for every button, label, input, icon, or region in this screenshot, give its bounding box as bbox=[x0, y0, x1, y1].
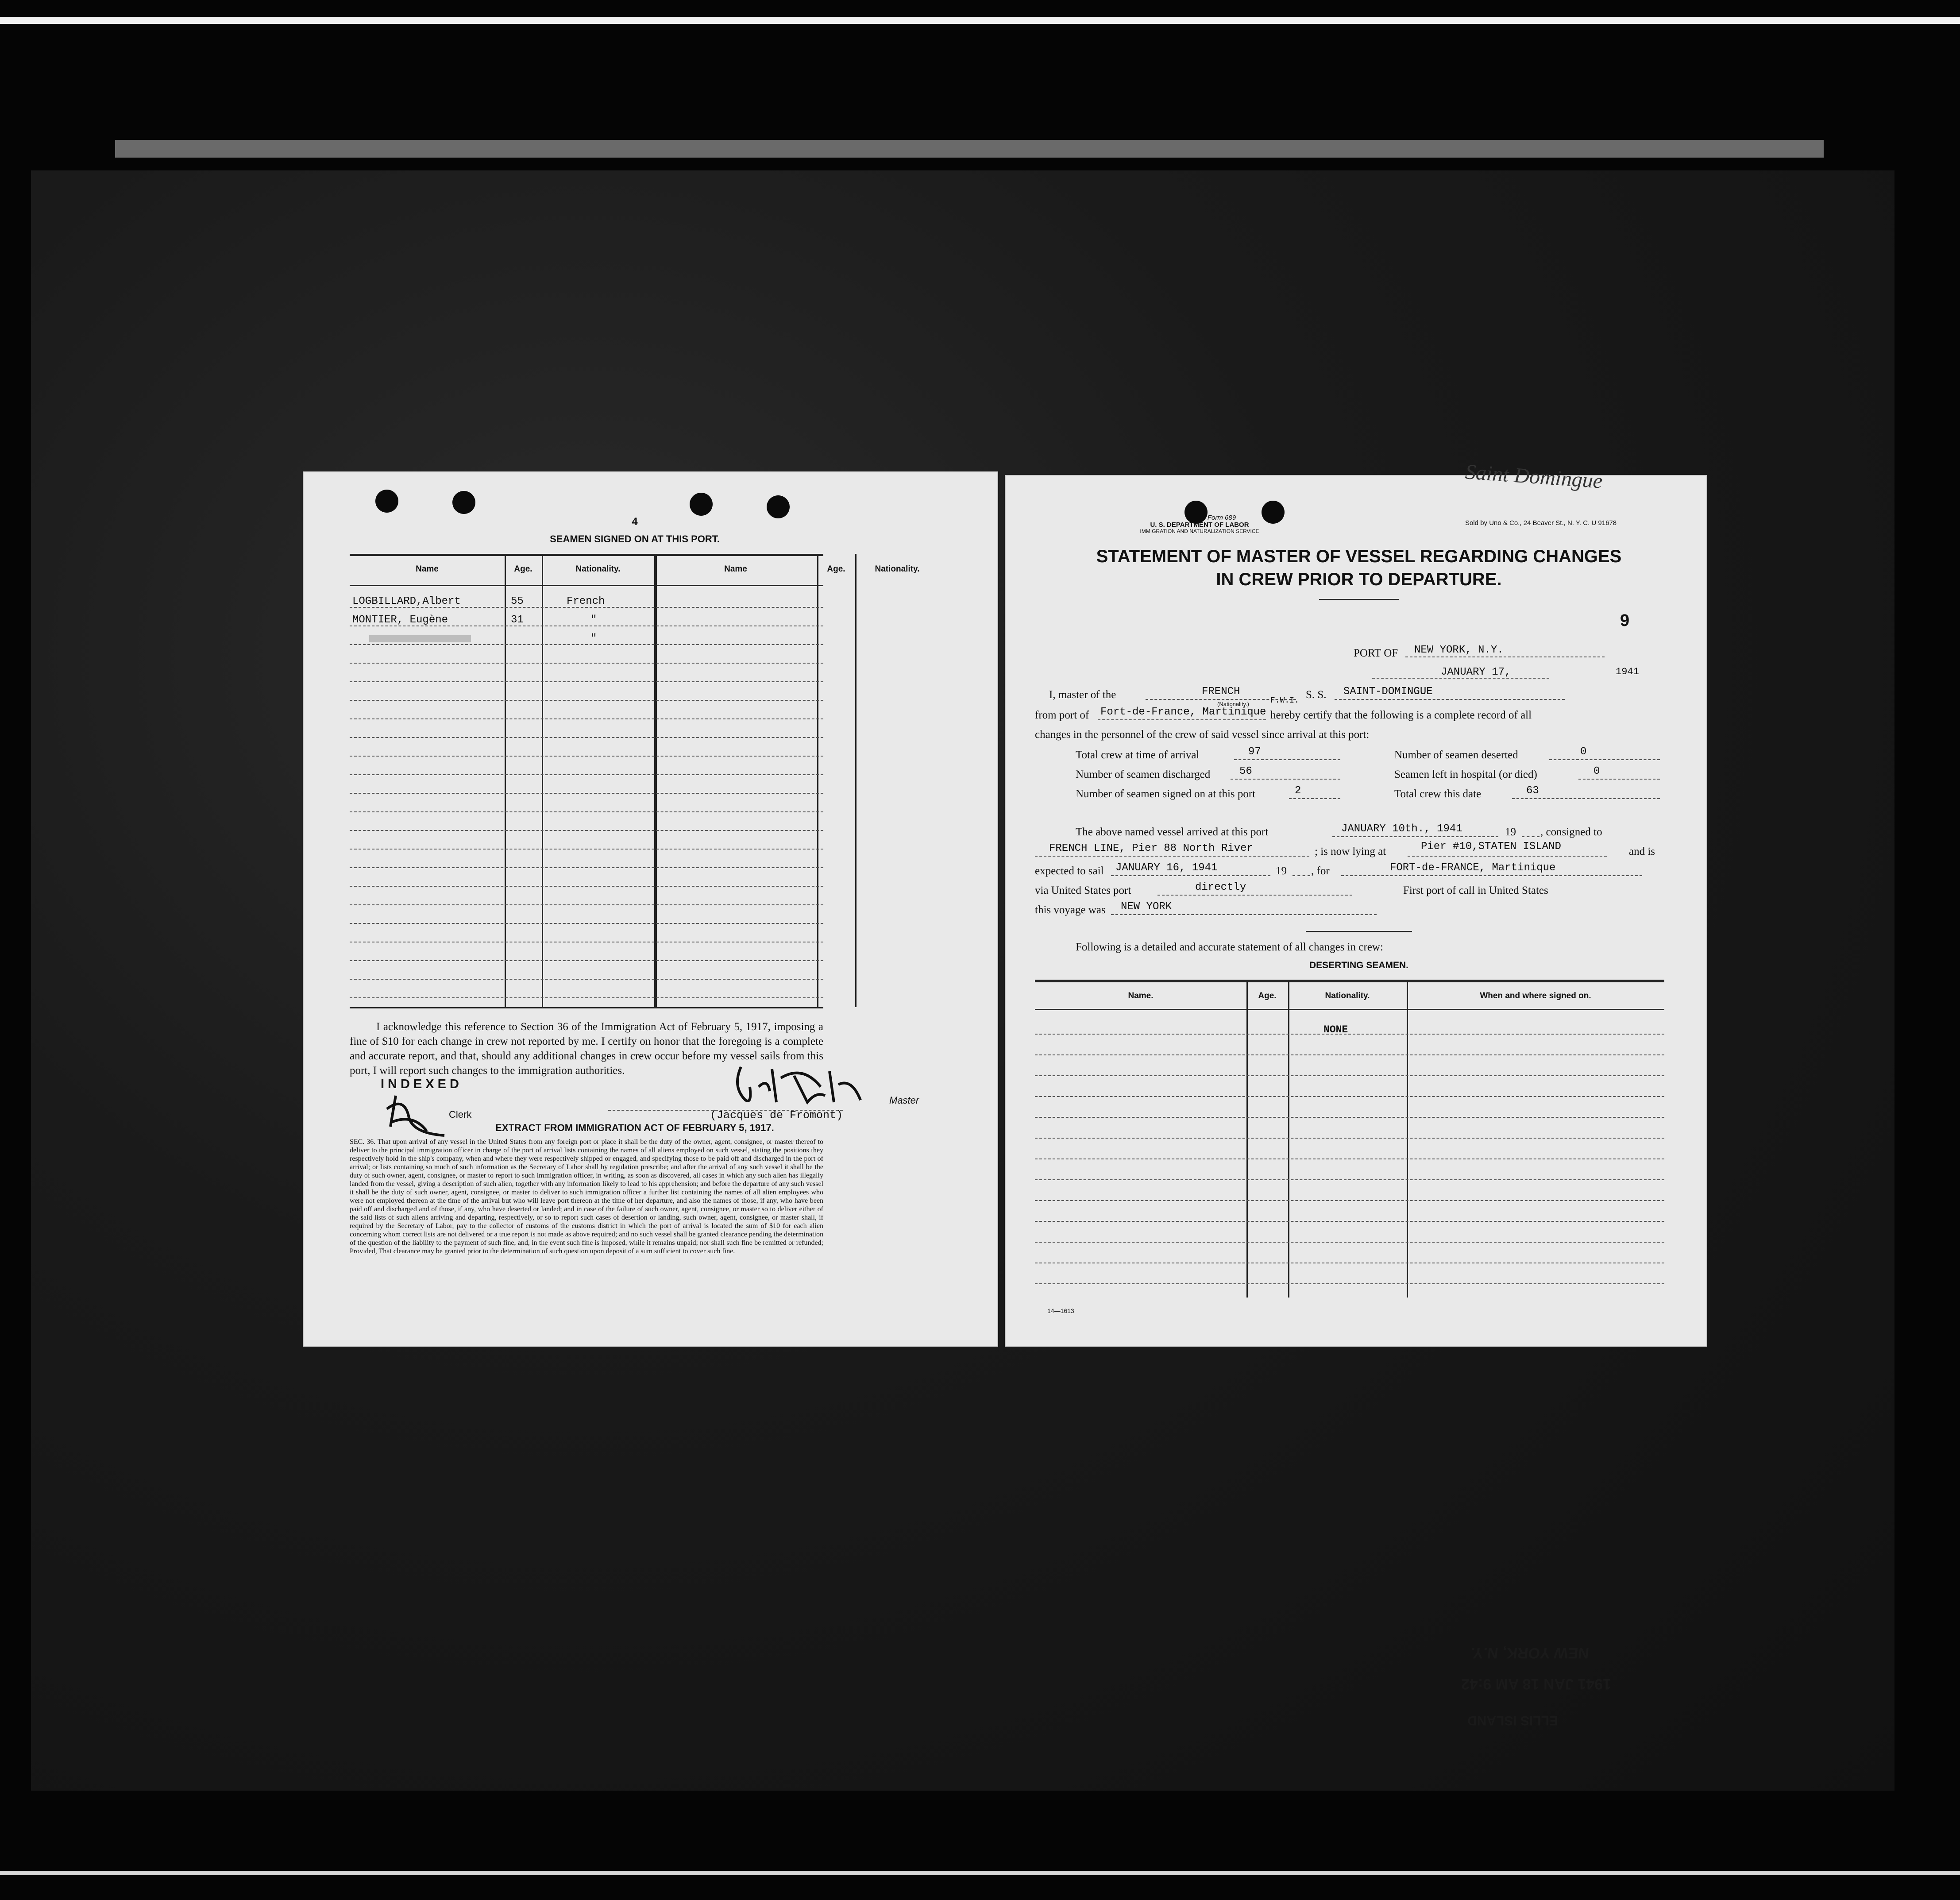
stat-value-signed-on: 2 bbox=[1295, 785, 1301, 797]
table-row-rule bbox=[1035, 1221, 1664, 1222]
for-label: , for bbox=[1311, 865, 1330, 877]
from-port-value: Fort-de-France, Martinique bbox=[1100, 706, 1266, 718]
via-label: via United States port bbox=[1035, 884, 1131, 896]
table-row-name: LOGBILLARD,Albert bbox=[352, 595, 461, 607]
indexed-stamp: INDEXED bbox=[381, 1077, 463, 1091]
voyage-label: this voyage was bbox=[1035, 904, 1106, 916]
section-divider bbox=[1306, 931, 1412, 932]
table-row-rule bbox=[1035, 1054, 1664, 1055]
and-is-label: and is bbox=[1629, 846, 1655, 857]
table-row-rule bbox=[1035, 1034, 1664, 1035]
nationality-value: FRENCH bbox=[1202, 686, 1240, 698]
handwritten-note: Saint Domingue bbox=[1464, 460, 1604, 493]
table-row-rule bbox=[1035, 1096, 1664, 1097]
stat-label-total-date: Total crew this date bbox=[1394, 788, 1482, 800]
stat-value-total-arrival: 97 bbox=[1248, 746, 1261, 758]
table-row-rule bbox=[350, 700, 823, 701]
column-header-nationality: Nationality. bbox=[875, 564, 920, 574]
title-underline bbox=[1319, 599, 1399, 600]
column-divider bbox=[1407, 980, 1408, 1298]
column-divider bbox=[817, 554, 818, 1007]
right-page bbox=[1005, 460, 1707, 1728]
stamp-location: ELLIS ISLAND bbox=[1467, 1713, 1558, 1728]
table-row-age: 31 bbox=[511, 614, 524, 626]
column-header-name: Name bbox=[724, 564, 747, 574]
footer-code: 14—1613 bbox=[1047, 1307, 1074, 1314]
column-header-name: Name. bbox=[1128, 991, 1154, 1000]
stat-label-deserted: Number of seamen deserted bbox=[1394, 749, 1518, 761]
table-row-rule bbox=[350, 830, 823, 831]
none-entry: NONE bbox=[1323, 1024, 1348, 1035]
table-row-rule bbox=[1035, 1283, 1664, 1284]
port-value: NEW YORK, N.Y. bbox=[1414, 644, 1504, 656]
acknowledgement-text: I acknowledge this reference to Section 36 of the Immigration Act of February 5, 1917, imposing a fine of $10 for each change in crew not reported by me. I certify on honor that the foregoing is a complete and accurate report, and that, should any additional changes in crew occur before my vessel sails from this port, I will report such changes to the immigration authorities. bbox=[350, 1021, 823, 1077]
table-row-nationality: " bbox=[590, 614, 597, 626]
table-row-rule bbox=[350, 756, 823, 757]
extract-text: SEC. 36. That upon arrival of any vessel in the United States from any foreign port or place it shall be the duty of the owner, agent, consignee, or master thereof to deliver to the principal immigration officer in charge of the port of arrival lists containing the names of all aliens employed on such vessel, stating the positions they respectively hold in the ship's company, when and where they were respectively shipped or engaged, and specifying those to be paid off and discharged in the port of arrival; or lists containing so much of such information as the Secretary of Labor shall by regulation prescribe; and after the arrival of any such vessel it shall be the duty of such owner, agent, consignee, or master to report to such immigration officer, in writing, as soon as discovered, all cases in which any such alien has illegally landed from the vessel, giving a description of such alien, together with any information likely to lead to his apprehension; and before the departure of any such vessel it shall be the duty of such owner, agent, consignee, or master to deliver to such immigration officer a further list containing the names of all alien employees who were not employed thereon at the time of the arrival but who will leave port thereon at the time of her departure, and also the names of those, if any, who have been paid off and discharged and of those, if any, who have deserted or landed; and in case of the failure of such owner, agent, consignee, or master so to deliver either of the said lists of such aliens arriving and departing, respectively, or so to report such cases of desertion or landing, such owner, agent, consignee, or master shall, if required by the Secretary of Labor, pay to the collector of customs of the customs district in which the port of arrival is located the sum of $10 for each alien concerning whom correct lists are not delivered or a true report is not made as above required; and no such vessel shall be granted clearance pending the determination of the question of the liability to the payment of such fine, and, in the event such fine is imposed, while it remains unpaid; nor shall such fine be remitted or refunded; Provided, That clearance may be granted prior to the determination of such question upon deposit of a sum sufficient to cover such fine. bbox=[350, 1138, 823, 1255]
for-value: FORT-de-FRANCE, Martinique bbox=[1390, 862, 1556, 874]
year-value: 1941 bbox=[1616, 666, 1639, 677]
table-top-rule bbox=[1035, 980, 1664, 982]
deserting-title: DESERTING SEAMEN. bbox=[1309, 960, 1409, 970]
table-row-rule bbox=[1035, 1242, 1664, 1243]
column-divider-center bbox=[654, 554, 657, 1007]
first-port-label: First port of call in United States bbox=[1403, 884, 1548, 896]
fwi-note: F.W.I. bbox=[1270, 696, 1299, 705]
printer-credit: Sold by Uno & Co., 24 Beaver St., N. Y. C. U 91678 bbox=[1465, 519, 1617, 527]
lying-label: ; is now lying at bbox=[1315, 846, 1386, 857]
table-row-rule bbox=[350, 867, 823, 868]
stat-value-hospital: 0 bbox=[1593, 765, 1600, 777]
table-row-rule bbox=[1035, 1075, 1664, 1076]
column-divider bbox=[1288, 980, 1289, 1298]
table-row-rule bbox=[350, 960, 823, 961]
table-row-rule bbox=[350, 886, 823, 887]
voyage-value: NEW YORK bbox=[1121, 901, 1172, 913]
expected-label: expected to sail bbox=[1035, 865, 1104, 877]
table-row-nationality: " bbox=[590, 633, 597, 645]
clerk-label: Clerk bbox=[449, 1109, 472, 1120]
via-value: directly bbox=[1195, 881, 1246, 893]
column-header-age: Age. bbox=[827, 564, 845, 574]
column-divider bbox=[855, 554, 857, 1007]
table-row-rule bbox=[350, 718, 823, 719]
port-label: PORT OF bbox=[1354, 647, 1398, 659]
table-row-rule bbox=[1035, 1179, 1664, 1180]
form-title-line2: IN CREW PRIOR TO DEPARTURE. bbox=[1216, 570, 1502, 589]
master-name: (Jacques de Fromont) bbox=[710, 1109, 843, 1122]
changes-text: changes in the personnel of the crew of said vessel since arrival at this port: bbox=[1035, 729, 1370, 741]
table-row-rule bbox=[350, 737, 823, 738]
section-title: SEAMEN SIGNED ON AT THIS PORT. bbox=[550, 533, 720, 545]
table-row-rule bbox=[350, 793, 823, 794]
column-divider bbox=[505, 554, 506, 1007]
ss-label: S. S. bbox=[1306, 689, 1327, 701]
following-text: Following is a detailed and accurate statement of all changes in crew: bbox=[1076, 941, 1383, 953]
expected-value: JANUARY 16, 1941 bbox=[1115, 862, 1218, 874]
stat-label-discharged: Number of seamen discharged bbox=[1076, 768, 1211, 780]
form-title-line1: STATEMENT OF MASTER OF VESSEL REGARDING CHANGES bbox=[1096, 547, 1622, 566]
table-row-rule bbox=[1035, 1200, 1664, 1201]
stat-value-deserted: 0 bbox=[1580, 746, 1587, 758]
film-strip bbox=[115, 140, 1824, 158]
page-number: 9 bbox=[1620, 611, 1630, 630]
table-row-rule bbox=[350, 849, 823, 850]
table-row-rule bbox=[350, 774, 823, 775]
service: IMMIGRATION AND NATURALIZATION SERVICE bbox=[1140, 528, 1259, 534]
column-header-age: Age. bbox=[514, 564, 532, 574]
extract-title: EXTRACT FROM IMMIGRATION ACT OF FEBRUARY 5, 1917. bbox=[495, 1122, 774, 1133]
column-divider bbox=[542, 554, 543, 1007]
column-header-signed-on: When and where signed on. bbox=[1480, 991, 1591, 1000]
table-row-rule bbox=[1035, 1138, 1664, 1139]
table-row-rule bbox=[350, 663, 823, 664]
lying-value: Pier #10,STATEN ISLAND bbox=[1421, 841, 1561, 853]
column-header-age: Age. bbox=[1258, 991, 1277, 1000]
punch-hole bbox=[690, 493, 713, 516]
master-signature bbox=[728, 1060, 874, 1111]
master-of-label: I, master of the bbox=[1049, 689, 1116, 701]
stat-label-total-arrival: Total crew at time of arrival bbox=[1076, 749, 1200, 761]
table-row-rule bbox=[350, 979, 823, 980]
table-header-rule bbox=[1035, 1009, 1664, 1010]
table-top-rule bbox=[654, 554, 822, 556]
consigned-label: , consigned to bbox=[1540, 826, 1602, 838]
column-header-nationality: Nationality. bbox=[1325, 991, 1370, 1000]
year-prefix: 19 bbox=[1276, 865, 1287, 877]
punch-hole bbox=[452, 491, 475, 514]
consignee-value: FRENCH LINE, Pier 88 North River bbox=[1049, 842, 1253, 854]
department: U. S. DEPARTMENT OF LABOR bbox=[1150, 521, 1249, 529]
table-row-rule bbox=[350, 644, 823, 645]
page-number: 4 bbox=[632, 516, 638, 528]
ship-value: SAINT-DOMINGUE bbox=[1343, 686, 1433, 698]
column-divider bbox=[1246, 980, 1248, 1298]
stat-value-total-date: 63 bbox=[1526, 785, 1539, 797]
redacted-entry bbox=[369, 635, 471, 642]
table-row-rule bbox=[350, 923, 823, 924]
ellis-island-stamp bbox=[1390, 1617, 1620, 1741]
film-edge-bottom bbox=[0, 1871, 1960, 1875]
table-row-nationality: French bbox=[567, 595, 605, 607]
table-bottom-rule bbox=[350, 1007, 823, 1008]
stat-label-hospital: Seamen left in hospital (or died) bbox=[1394, 768, 1537, 780]
stamp-city: NEW YORK, N.Y. bbox=[1470, 1645, 1590, 1661]
table-header-rule bbox=[350, 585, 823, 586]
table-row-rule bbox=[350, 904, 823, 905]
table-row-rule bbox=[350, 997, 823, 998]
form-number: Form 689 bbox=[1207, 514, 1236, 521]
arrived-value: JANUARY 10th., 1941 bbox=[1341, 823, 1462, 835]
left-page bbox=[303, 471, 998, 1347]
from-port-label: from port of bbox=[1035, 709, 1089, 721]
year-prefix: 19 bbox=[1505, 826, 1516, 838]
punch-hole bbox=[375, 490, 398, 513]
stat-value-discharged: 56 bbox=[1239, 765, 1252, 777]
column-header-name: Name bbox=[416, 564, 439, 574]
master-label: Master bbox=[889, 1095, 919, 1106]
nationality-caption: (Nationality.) bbox=[1217, 701, 1250, 707]
table-row-age: 55 bbox=[511, 595, 524, 607]
punch-hole bbox=[767, 495, 790, 518]
stamp-datetime: 1941 JAN 18 AM 9:42 bbox=[1461, 1676, 1611, 1692]
table-row-rule bbox=[1035, 1117, 1664, 1118]
film-edge-top bbox=[0, 17, 1960, 24]
column-header-nationality: Nationality. bbox=[575, 564, 621, 574]
certify-text: hereby certify that the following is a complete record of all bbox=[1270, 709, 1532, 721]
table-row-rule bbox=[350, 681, 823, 682]
table-row-name: MONTIER, Eugène bbox=[352, 614, 448, 626]
date-value: JANUARY 17, bbox=[1441, 666, 1511, 678]
stat-label-signed-on: Number of seamen signed on at this port bbox=[1076, 788, 1256, 800]
arrived-label: The above named vessel arrived at this port bbox=[1076, 826, 1269, 838]
table-row-rule bbox=[350, 811, 823, 812]
